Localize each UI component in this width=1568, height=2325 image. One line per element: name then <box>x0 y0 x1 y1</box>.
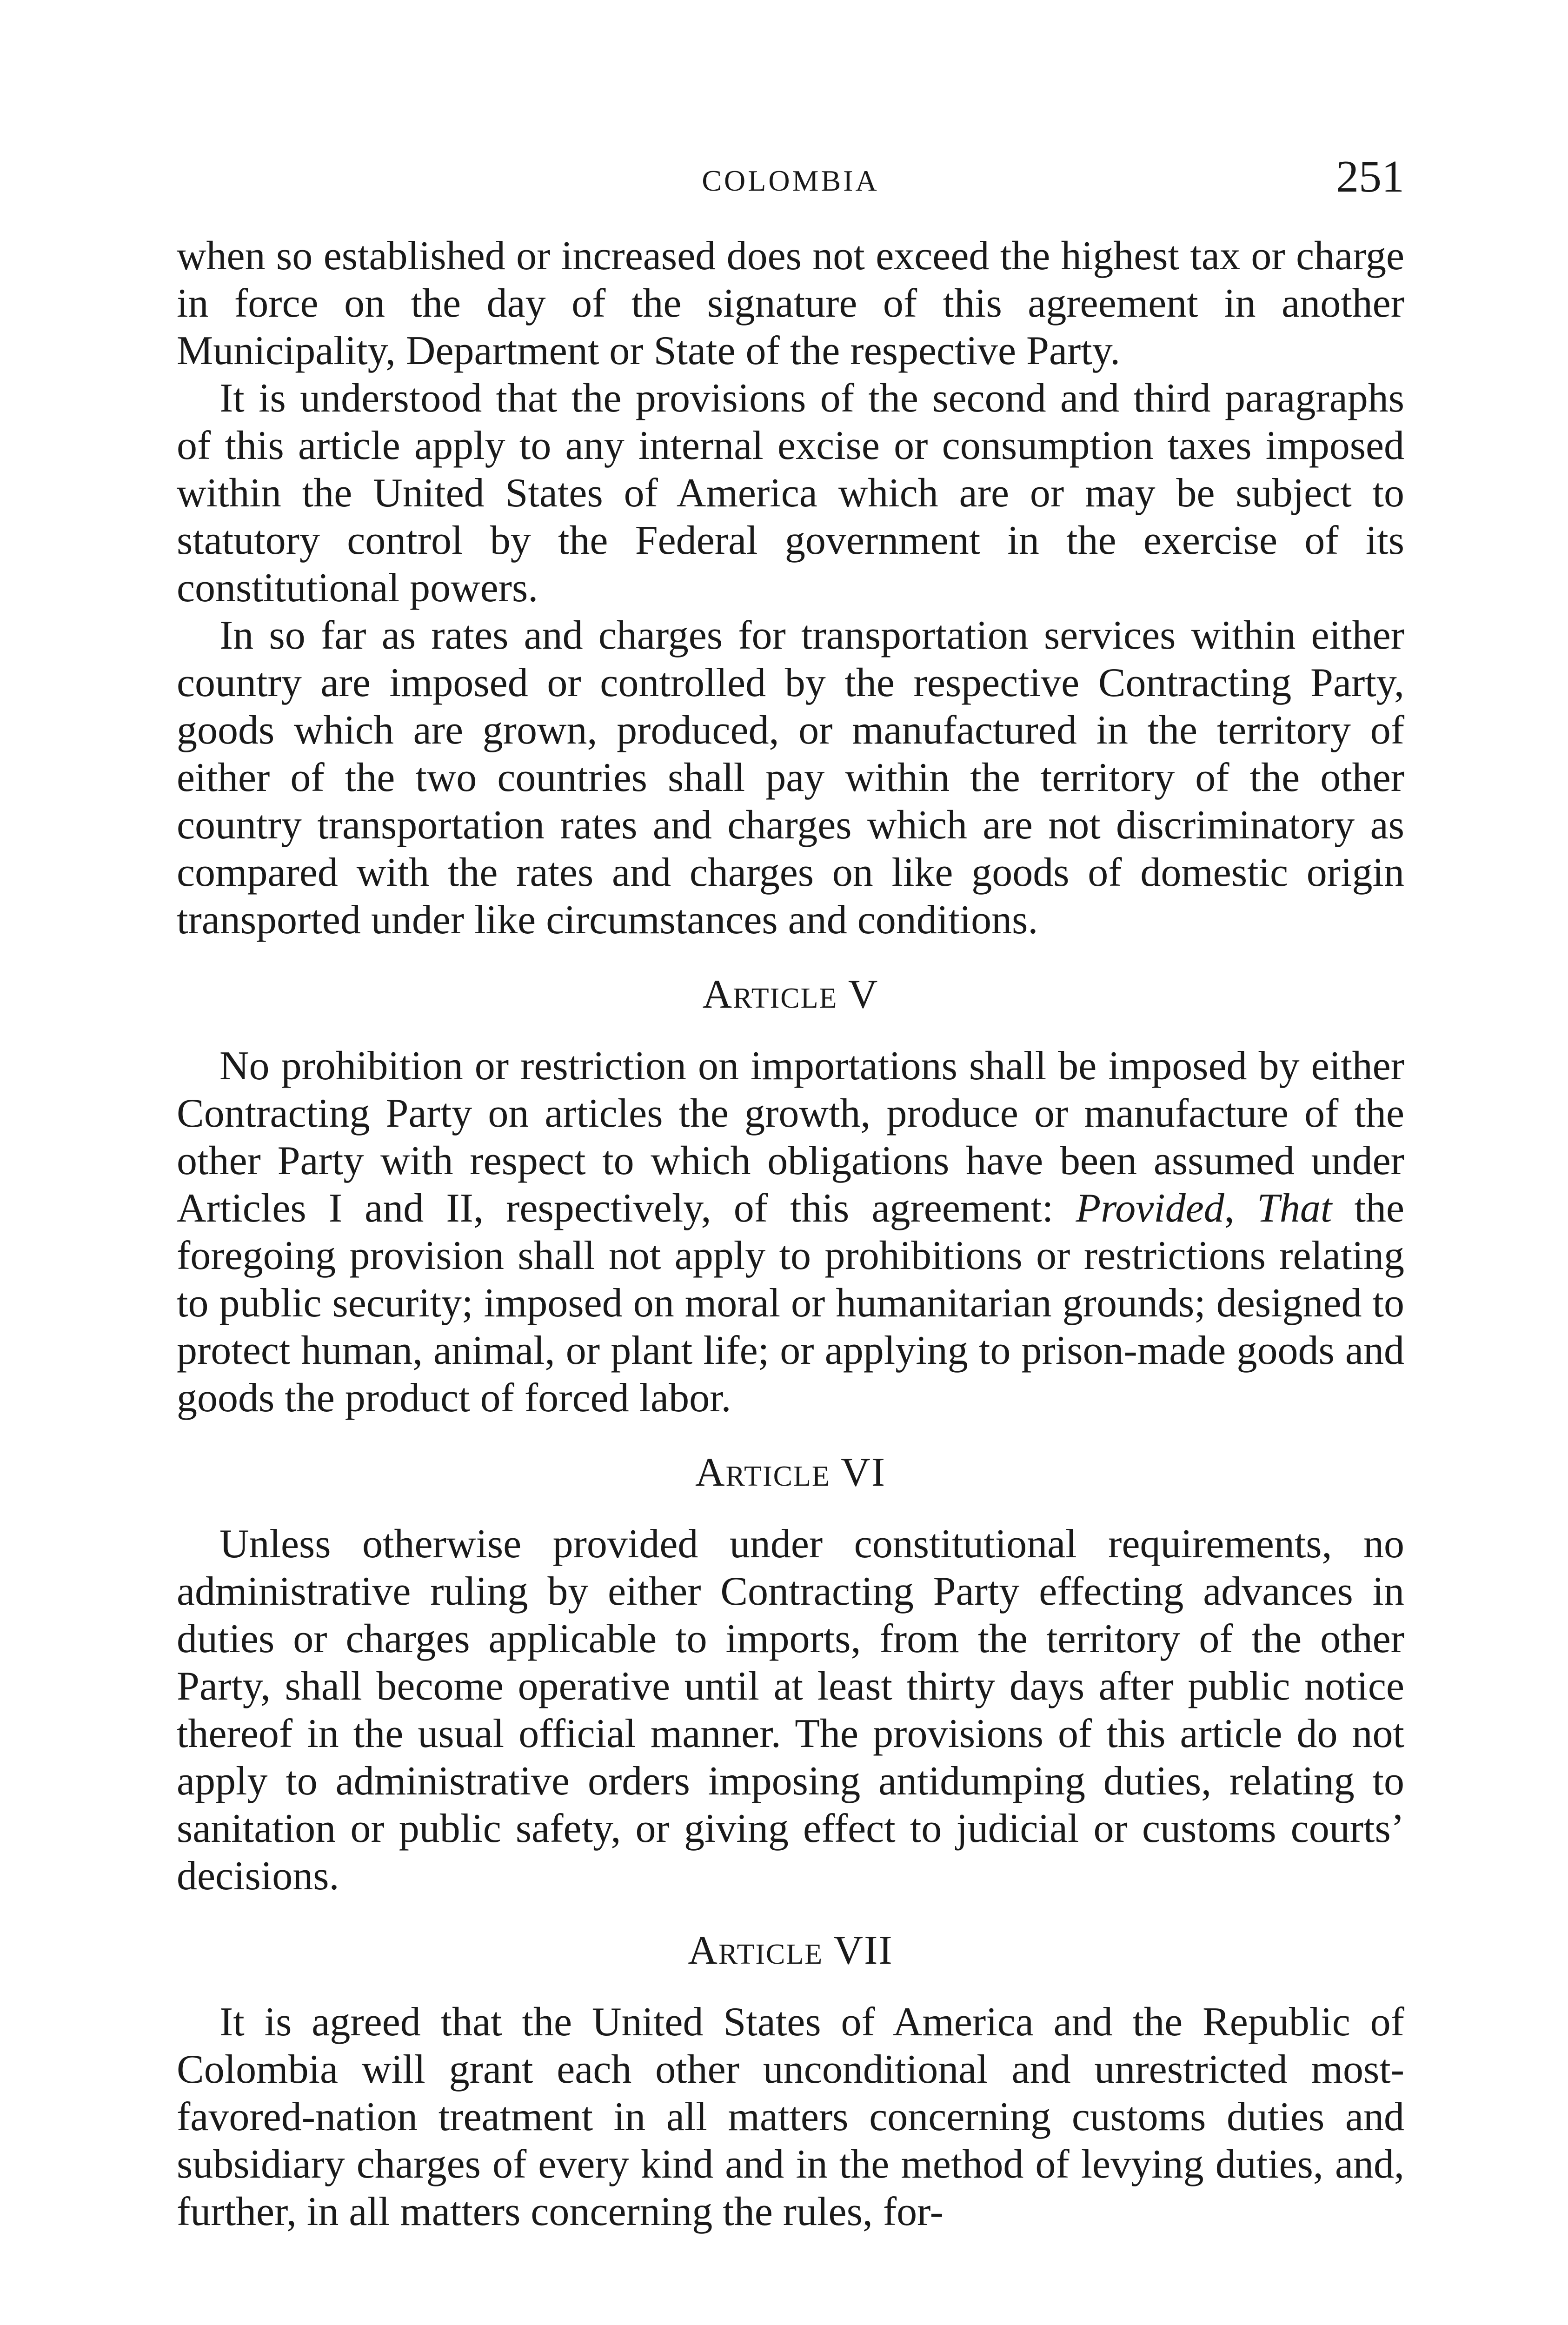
article-v-comma: , <box>1224 1186 1257 1231</box>
article-vi-paragraph: Unless otherwise provided under constitutional requirements, no administrative ruling by either Contracting Party effecting advances in duties or charges applicable to imports, from the territory of the other Party, shall become operative until at least thirty days after public notice thereof in the usual official manner. The provisions of this article do not apply to administrative orders imposing antidumping duties, relating to sanitation or public safety, or giving effect to judicial or customs courts’ decisions. <box>177 1521 1404 1899</box>
article-v-text-after: the foregoing provision shall not apply to prohibitions or restrictions relating to public security; imposed on moral or humanitarian grounds; designed to protect human, animal, or plant life; or applying to prison-made goods and goods the product of forced labor. <box>177 1186 1404 1421</box>
paragraph-excise-taxes: It is understood that the provisions of the second and third paragraphs of this article apply to any internal excise or consumption taxes imposed within the United States of America which are or may be subject to statutory control by the Federal government in the exercise of its constitutional powers. <box>177 376 1404 611</box>
article-v-text-before: No prohibition or restriction on importations shall be imposed by either Contracting Party on articles the growth, produce or manufacture of the other Party with respect to which obligations have been assumed under Articles I and II, respectively, of this agreement: <box>177 1043 1404 1231</box>
article-vi-heading: Article VI <box>695 1450 886 1495</box>
running-title: COLOMBIA <box>702 164 879 197</box>
article-v-heading: Article V <box>702 972 879 1017</box>
article-vii-heading: Article VII <box>688 1928 893 1973</box>
article-vii-paragraph: It is agreed that the United States of America and the Republic of Colombia will grant each other unconditional and unrestricted most-favored-nation treatment in all matters concerning customs duties and subsidiary charges of every kind and in the method of levying duties, and, further, in all matters concerning the rules, for- <box>177 2000 1404 2234</box>
that-italic: That <box>1256 1186 1332 1231</box>
article-v-paragraph <box>177 1043 1404 1422</box>
body-text <box>177 232 1404 2236</box>
provided-italic: Provided <box>1076 1186 1224 1231</box>
running-header <box>177 144 1404 200</box>
paragraph-continuation: when so established or increased does not exceed the highest tax or charge in force on the day of the signature of this agreement in another Municipality, Department or State of the respective Party. <box>177 233 1404 373</box>
paragraph-transportation: In so far as rates and charges for transportation services within either country are imposed or controlled by the respective Contracting Party, goods which are grown, produced, or manufactured in the territory of either of the two countries shall pay within the territory of the other country transportation rates and charges which are not discriminatory as compared with the rates and charges on like goods of domestic origin transported under like circumstances and conditions. <box>177 613 1404 943</box>
page-number: 251 <box>1336 152 1404 202</box>
